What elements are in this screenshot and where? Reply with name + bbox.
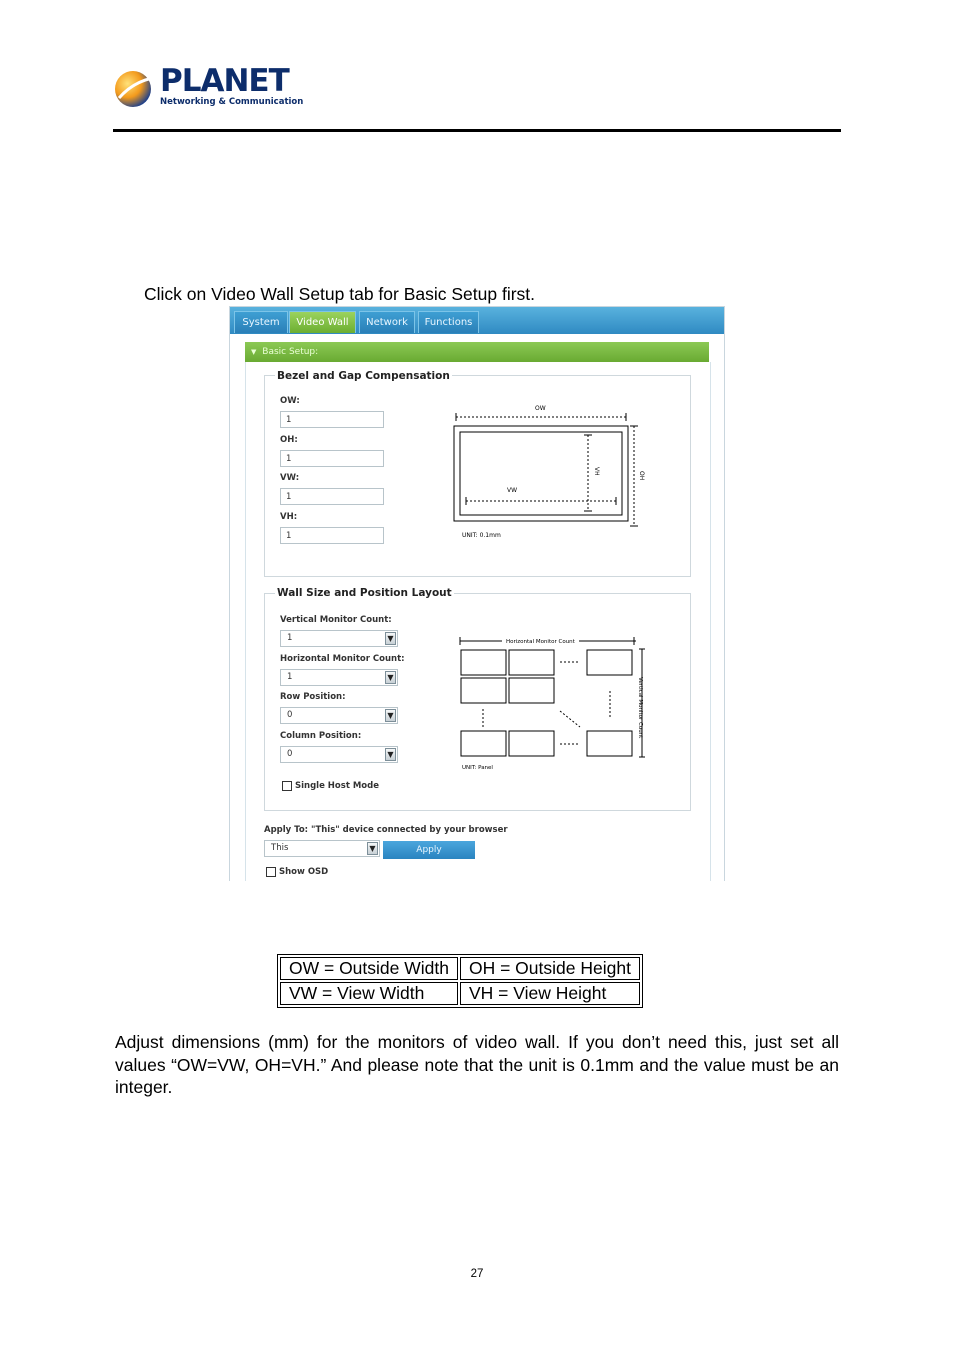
wall-layout-diagram: [456, 633, 656, 775]
vertical-count-value: 1: [287, 633, 293, 643]
show-osd-checkbox[interactable]: [266, 867, 276, 877]
basic-setup-header[interactable]: [245, 342, 709, 362]
vw-label: VW:: [280, 473, 300, 483]
video-wall-setup-screenshot: [229, 306, 725, 881]
logo-tagline: Networking & Communication: [160, 97, 304, 107]
header-rule: [113, 129, 841, 132]
tab-functions[interactable]: Functions: [418, 311, 479, 333]
vh-diagram-label: VH: [593, 467, 600, 476]
horizontal-count-diagram-label: Horizontal Monitor Count: [506, 639, 575, 645]
column-position-value: 0: [287, 749, 293, 759]
apply-button[interactable]: Apply: [383, 841, 475, 859]
definition-oh: OH = Outside Height: [460, 957, 640, 980]
intro-text: Click on Video Wall Setup tab for Basic Setup first.: [144, 284, 536, 304]
column-position-select[interactable]: [280, 746, 398, 763]
vw-diagram-label: VW: [507, 487, 518, 494]
vw-input[interactable]: 1: [280, 488, 384, 505]
vertical-count-diagram-label: Vertical Monitor Count: [637, 677, 643, 739]
tab-network[interactable]: Network: [359, 311, 415, 333]
horizontal-count-select[interactable]: [280, 669, 398, 686]
definition-ow: OW = Outside Width: [280, 957, 458, 980]
chevron-down-icon[interactable]: ▼: [385, 671, 396, 684]
logo-name: PLANET: [160, 63, 289, 99]
vh-input[interactable]: 1: [280, 527, 384, 544]
globe-icon: [113, 68, 159, 114]
horizontal-count-value: 1: [287, 672, 293, 682]
chevron-down-icon[interactable]: ▼: [367, 842, 378, 855]
horizontal-count-label: Horizontal Monitor Count:: [280, 654, 405, 664]
instruction-paragraph: Adjust dimensions (mm) for the monitors of video wall. If you don’t need this, just set all values “OW=VW, OH=VH.” And please note that the unit is 0.1mm and the value must be an integer.: [115, 1032, 839, 1097]
ow-diagram-label: OW: [535, 405, 546, 412]
show-osd-label: Show OSD: [279, 867, 329, 877]
bezel-unit-label: UNIT: 0.1mm: [462, 532, 501, 539]
row-position-value: 0: [287, 710, 293, 720]
apply-to-select[interactable]: [264, 840, 380, 857]
wall-unit-label: UNIT: Panel: [462, 765, 493, 771]
definition-vh: VH = View Height: [460, 982, 640, 1005]
table-row: [280, 982, 640, 1005]
definitions-table: [277, 954, 643, 1008]
oh-diagram-label: OH: [638, 471, 645, 481]
ow-input[interactable]: 1: [280, 411, 384, 428]
oh-input[interactable]: 1: [280, 450, 384, 467]
tab-video-wall[interactable]: Video Wall: [289, 311, 356, 333]
collapse-arrow-icon: ▼: [251, 348, 257, 356]
chevron-down-icon[interactable]: ▼: [385, 709, 396, 722]
table-row: [280, 957, 640, 980]
vh-label: VH:: [280, 512, 298, 522]
bezel-diagram: [450, 401, 650, 543]
oh-label: OH:: [280, 435, 298, 445]
column-position-label: Column Position:: [280, 731, 362, 741]
vertical-count-select[interactable]: [280, 630, 398, 647]
apply-to-value: This: [271, 843, 289, 853]
bezel-legend: Bezel and Gap Compensation: [277, 370, 450, 382]
vertical-count-label: Vertical Monitor Count:: [280, 615, 392, 625]
single-host-label: Single Host Mode: [295, 781, 379, 791]
ow-label: OW:: [280, 396, 300, 406]
tab-system[interactable]: System: [234, 311, 288, 333]
row-position-select[interactable]: [280, 707, 398, 724]
page-number: 27: [470, 1268, 484, 1280]
single-host-checkbox[interactable]: [282, 781, 292, 791]
row-position-label: Row Position:: [280, 692, 346, 702]
chevron-down-icon[interactable]: ▼: [385, 748, 396, 761]
basic-setup-title: Basic Setup:: [262, 347, 319, 357]
apply-to-label: Apply To: "This" device connected by your browser: [264, 825, 508, 835]
wall-legend: Wall Size and Position Layout: [277, 587, 452, 599]
chevron-down-icon[interactable]: ▼: [385, 632, 396, 645]
tab-bar: [230, 307, 724, 334]
definition-vw: VW = View Width: [280, 982, 458, 1005]
